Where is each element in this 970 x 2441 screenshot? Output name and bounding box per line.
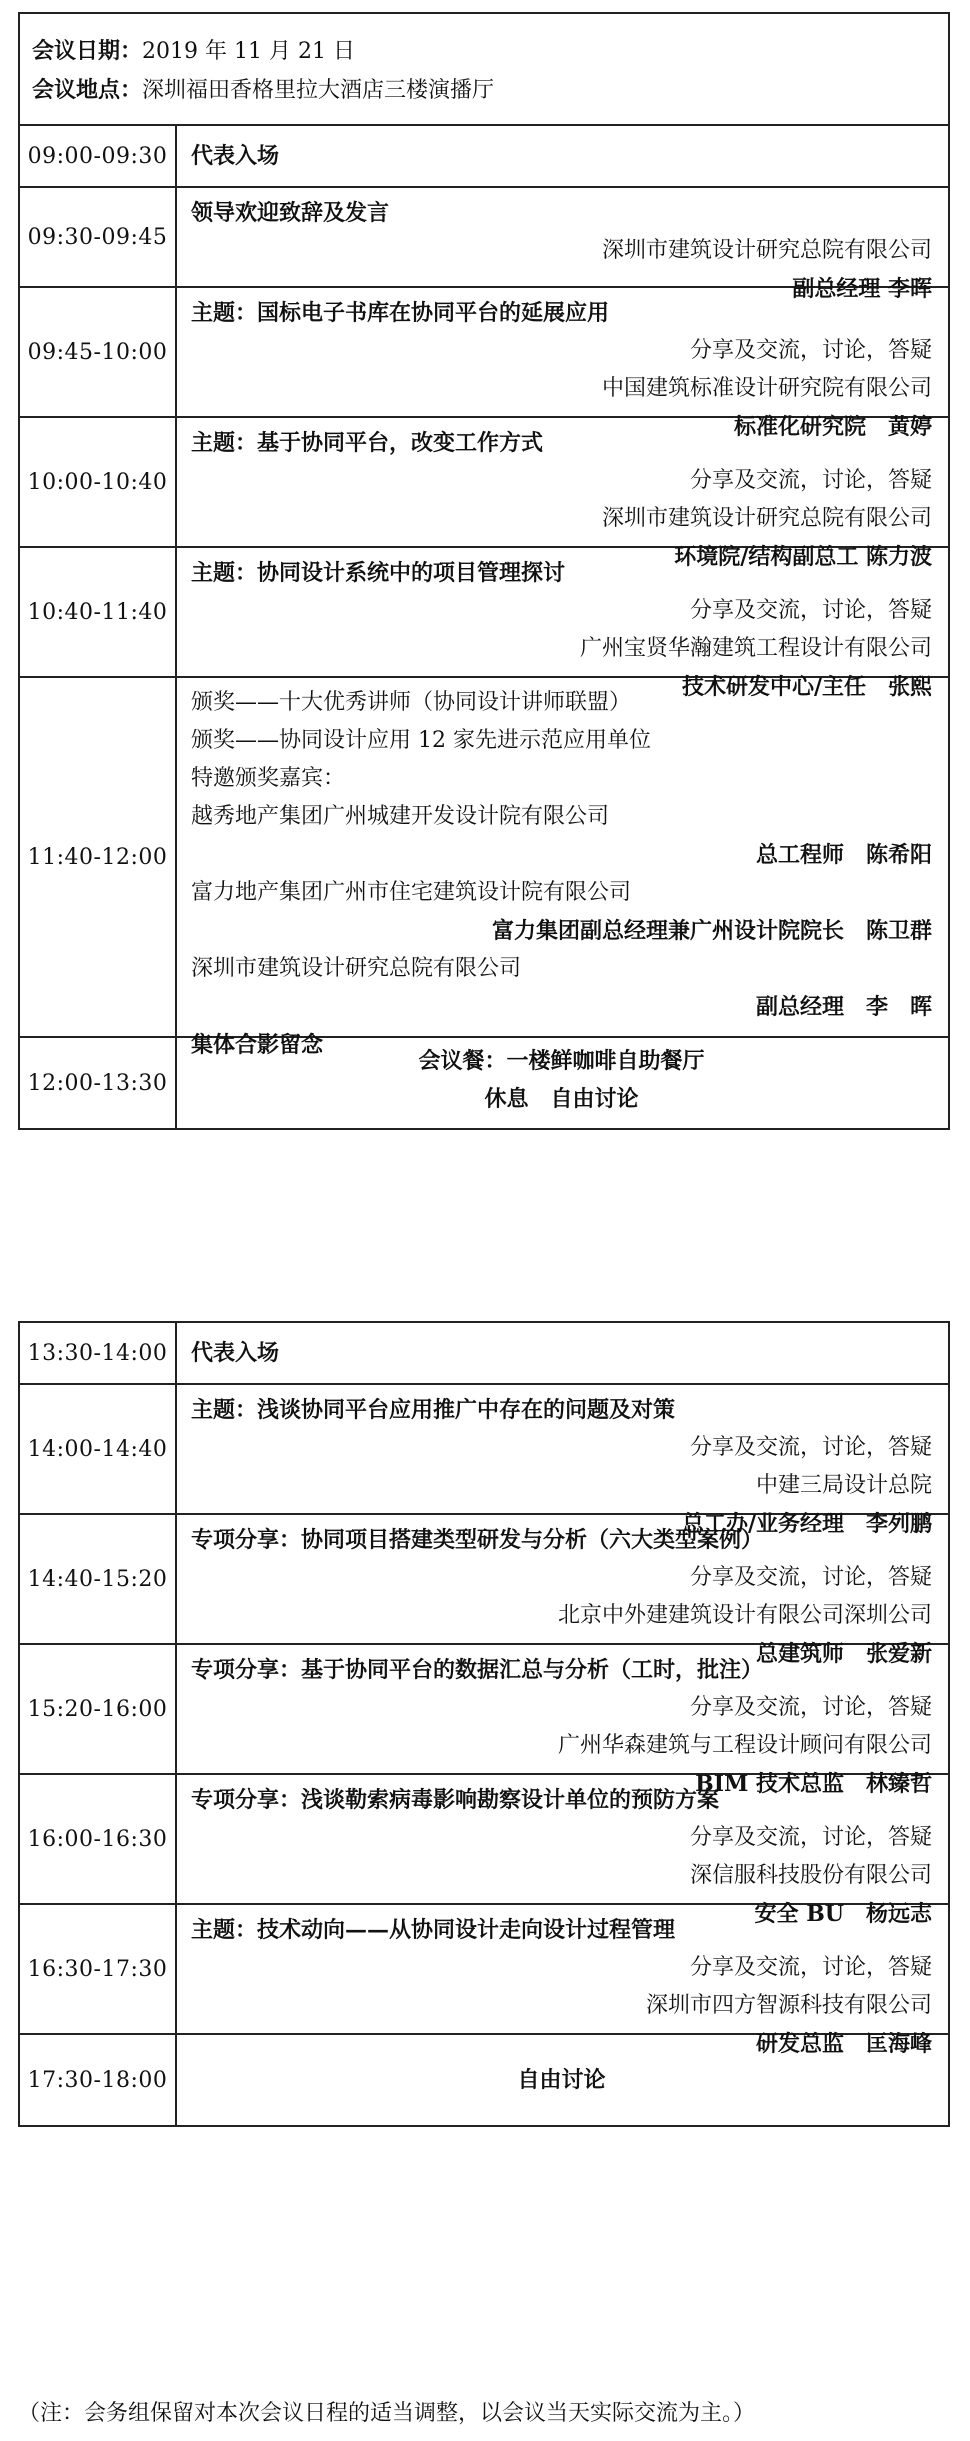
schedule-row xyxy=(20,2035,948,2125)
session-content xyxy=(177,418,948,570)
session-time: 15:20-16:00 xyxy=(20,1645,177,1773)
session-content xyxy=(177,548,948,700)
session-line: 分享及交流，讨论，答疑 xyxy=(689,1435,932,1460)
session-line: 总工办/业务经理 李列鹏 xyxy=(681,1511,932,1537)
session-time: 10:40-11:40 xyxy=(20,548,177,676)
session-line: 越秀地产集团广州城建开发设计院有限公司 xyxy=(191,804,610,829)
meeting-venue-line xyxy=(32,71,948,110)
schedule-row xyxy=(20,1905,948,2057)
session-line: 专项分享：协同项目搭建类型研发与分析（六大类型案例） xyxy=(191,1527,764,1553)
session-line: 分享及交流，讨论，答疑 xyxy=(689,338,932,363)
session-line: 颁奖——协同设计应用 12 家先进示范应用单位 xyxy=(191,728,651,753)
session-line: 领导欢迎致辞及发言 xyxy=(191,200,390,226)
meeting-venue-label: 会议地点： xyxy=(32,77,143,103)
session-line: 自由讨论 xyxy=(517,2067,606,2093)
session-line: 安全 BU 杨远志 xyxy=(754,1901,932,1927)
session-line: 副总经理 李晖 xyxy=(792,276,932,302)
session-content xyxy=(177,1385,948,1537)
session-line: 研发总监 匡海峰 xyxy=(755,2031,932,2057)
session-line: 分享及交流，讨论，答疑 xyxy=(689,598,932,623)
session-line: 集体合影留念 xyxy=(191,1032,324,1058)
session-time: 14:40-15:20 xyxy=(20,1515,177,1643)
session-line: 分享及交流，讨论，答疑 xyxy=(689,1955,932,1980)
session-line: 颁奖——十大优秀讲师（协同设计讲师联盟） xyxy=(191,690,632,715)
schedule-row xyxy=(20,1385,948,1537)
session-time: 12:00-13:30 xyxy=(20,1038,177,1128)
footnote: （注：会务组保留对本次会议日程的适当调整，以会议当天实际交流为主。） xyxy=(18,2401,756,2426)
session-line: 技术研发中心/主任 张熙 xyxy=(681,674,932,700)
afternoon-rows xyxy=(20,1323,948,2125)
session-line: 休息 自由讨论 xyxy=(484,1086,639,1112)
session-line: BIM 技术总监 林臻哲 xyxy=(695,1771,932,1797)
session-line: 富力集团副总经理兼广州设计院院长 陈卫群 xyxy=(491,918,932,944)
session-time: 16:30-17:30 xyxy=(20,1905,177,2033)
meeting-date-label: 会议日期： xyxy=(32,38,143,64)
session-line: 深圳市建筑设计研究总院有限公司 xyxy=(601,238,932,263)
schedule-row xyxy=(20,548,948,700)
session-line: 主题：浅谈协同平台应用推广中存在的问题及对策 xyxy=(191,1397,676,1423)
schedule-row xyxy=(20,1645,948,1797)
schedule-row xyxy=(20,1775,948,1927)
session-line: 专项分享：基于协同平台的数据汇总与分析（工时，批注） xyxy=(191,1657,764,1683)
schedule-row xyxy=(20,1038,948,1128)
session-line: 北京中外建建筑设计有限公司深圳公司 xyxy=(557,1603,932,1628)
session-line: 专项分享：浅谈勒索病毒影响勘察设计单位的预防方案 xyxy=(191,1787,720,1813)
session-time: 11:40-12:00 xyxy=(20,678,177,1036)
session-line: 富力地产集团广州市住宅建筑设计院有限公司 xyxy=(191,880,632,905)
session-time: 09:30-09:45 xyxy=(20,188,177,286)
meeting-date-line xyxy=(32,32,948,71)
session-line: 主题：国标电子书库在协同平台的延展应用 xyxy=(191,300,610,326)
session-line: 主题：基于协同平台，改变工作方式 xyxy=(191,430,544,456)
schedule-row xyxy=(20,188,948,302)
meeting-info xyxy=(20,14,948,126)
session-line: 深信服科技股份有限公司 xyxy=(689,1863,932,1888)
morning-rows xyxy=(20,126,948,1128)
session-line: 分享及交流，讨论，答疑 xyxy=(689,1695,932,1720)
session-time: 09:45-10:00 xyxy=(20,288,177,416)
meeting-date-value: 2019 年 11 月 21 日 xyxy=(142,39,355,64)
session-content xyxy=(177,288,948,440)
session-content xyxy=(177,1775,948,1927)
session-line: 中建三局设计总院 xyxy=(755,1473,932,1498)
session-line: 分享及交流，讨论，答疑 xyxy=(689,1825,932,1850)
session-content xyxy=(177,1905,948,2057)
session-content xyxy=(177,1645,948,1797)
session-line: 分享及交流，讨论，答疑 xyxy=(689,468,932,493)
session-line: 总工程师 陈希阳 xyxy=(755,842,932,868)
session-line: 深圳市建筑设计研究总院有限公司 xyxy=(601,506,932,531)
session-line: 代表入场 xyxy=(191,143,280,169)
schedule-row xyxy=(20,288,948,440)
morning-schedule-table xyxy=(18,12,950,1130)
session-content xyxy=(177,1323,948,1383)
schedule-row xyxy=(20,678,948,1058)
schedule-row xyxy=(20,126,948,188)
schedule-row xyxy=(20,1323,948,1385)
session-line: 代表入场 xyxy=(191,1340,280,1366)
afternoon-schedule-table xyxy=(18,1321,950,2127)
session-line: 中国建筑标准设计研究院有限公司 xyxy=(601,376,932,401)
session-line: 深圳市建筑设计研究总院有限公司 xyxy=(191,956,522,981)
session-time: 14:00-14:40 xyxy=(20,1385,177,1513)
session-time: 16:00-16:30 xyxy=(20,1775,177,1903)
session-line: 总建筑师 张爱新 xyxy=(755,1641,932,1667)
session-line: 分享及交流，讨论，答疑 xyxy=(689,1565,932,1590)
session-time: 10:00-10:40 xyxy=(20,418,177,546)
session-time: 13:30-14:00 xyxy=(20,1323,177,1383)
session-line: 副总经理 李 晖 xyxy=(755,994,932,1020)
session-content xyxy=(177,1038,948,1128)
session-content xyxy=(177,678,948,1058)
session-line: 广州宝贤华瀚建筑工程设计有限公司 xyxy=(579,636,932,661)
session-line: 广州华森建筑与工程设计顾问有限公司 xyxy=(557,1733,932,1758)
session-content xyxy=(177,1515,948,1667)
session-content xyxy=(177,188,948,302)
session-line: 环境院/结构副总工 陈力波 xyxy=(674,544,932,570)
session-time: 17:30-18:00 xyxy=(20,2035,177,2125)
session-line: 标准化研究院 黄婷 xyxy=(733,414,932,440)
session-time: 09:00-09:30 xyxy=(20,126,177,186)
schedule-row xyxy=(20,418,948,570)
session-line: 会议餐：一楼鲜咖啡自助餐厅 xyxy=(418,1048,705,1074)
session-line: 深圳市四方智源科技有限公司 xyxy=(645,1993,932,2018)
session-line: 主题：协同设计系统中的项目管理探讨 xyxy=(191,560,566,586)
session-content xyxy=(177,2035,948,2125)
meeting-venue-value: 深圳福田香格里拉大酒店三楼演播厅 xyxy=(142,78,495,103)
schedule-row xyxy=(20,1515,948,1667)
session-line: 主题：技术动向——从协同设计走向设计过程管理 xyxy=(191,1917,676,1943)
session-line: 特邀颁奖嘉宾： xyxy=(191,766,346,791)
session-content xyxy=(177,126,948,186)
